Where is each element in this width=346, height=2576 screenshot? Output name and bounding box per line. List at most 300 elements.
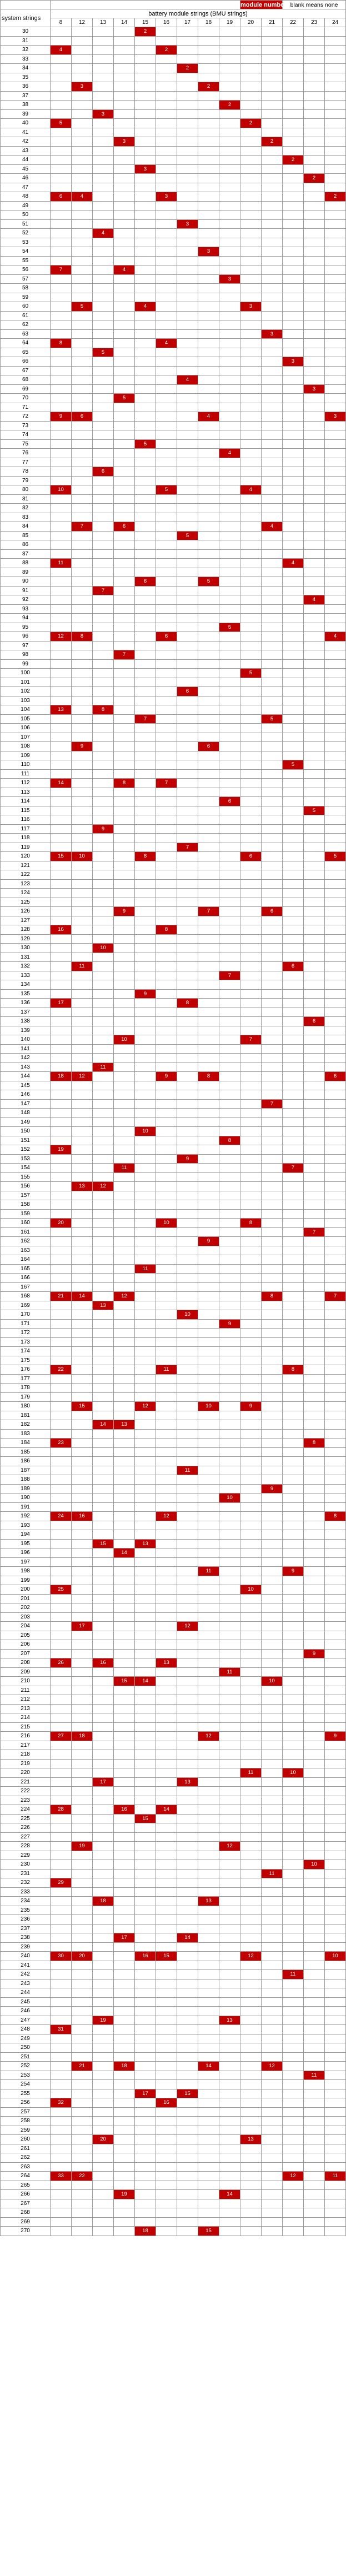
empty-cell — [156, 623, 177, 632]
empty-cell — [283, 907, 304, 916]
empty-cell — [72, 1805, 93, 1815]
empty-cell — [72, 1209, 93, 1219]
empty-cell — [156, 2153, 177, 2163]
table-row — [1, 2217, 346, 2227]
empty-cell — [198, 1677, 219, 1686]
empty-cell — [304, 2153, 325, 2163]
module-count-cell: 14 — [114, 1548, 135, 1558]
empty-cell — [240, 733, 262, 742]
empty-cell — [240, 1814, 262, 1823]
module-count-cell: 32 — [51, 2098, 72, 2108]
empty-cell — [114, 2126, 135, 2135]
empty-cell — [177, 1439, 198, 1448]
empty-cell — [156, 1603, 177, 1613]
empty-cell — [72, 2034, 93, 2043]
empty-cell — [219, 384, 240, 394]
empty-cell — [219, 64, 240, 73]
empty-cell — [325, 91, 346, 101]
empty-cell — [304, 1044, 325, 1054]
empty-cell — [156, 64, 177, 73]
system-string-value: 175 — [1, 1356, 51, 1365]
empty-cell — [72, 1612, 93, 1622]
module-count-cell: 15 — [177, 2089, 198, 2098]
empty-cell — [325, 769, 346, 779]
empty-cell — [283, 696, 304, 705]
empty-cell — [262, 2034, 283, 2043]
empty-cell — [283, 2034, 304, 2043]
empty-cell — [304, 696, 325, 705]
empty-cell — [177, 1842, 198, 1851]
empty-cell — [156, 760, 177, 770]
empty-cell — [135, 311, 156, 320]
system-string-value: 156 — [1, 1182, 51, 1191]
empty-cell — [262, 2080, 283, 2089]
empty-cell — [325, 504, 346, 513]
empty-cell — [240, 962, 262, 971]
empty-cell — [156, 1200, 177, 1210]
table-row — [1, 1227, 346, 1237]
module-count-cell: 33 — [51, 2172, 72, 2181]
module-count-cell: 2 — [283, 156, 304, 165]
empty-cell — [72, 2217, 93, 2227]
empty-cell — [304, 265, 325, 275]
empty-cell — [51, 2227, 72, 2236]
empty-cell — [93, 1915, 114, 1925]
empty-cell — [51, 980, 72, 990]
table-row — [1, 1557, 346, 1567]
table-row — [1, 1787, 346, 1796]
empty-cell — [325, 760, 346, 770]
empty-cell — [304, 73, 325, 82]
empty-cell — [283, 1603, 304, 1613]
empty-cell — [219, 1741, 240, 1750]
module-count-cell: 2 — [304, 174, 325, 183]
empty-cell — [304, 2080, 325, 2089]
empty-cell — [93, 614, 114, 623]
empty-cell — [135, 1035, 156, 1045]
empty-cell — [156, 971, 177, 980]
system-string-value: 89 — [1, 568, 51, 577]
empty-cell — [325, 1933, 346, 1943]
empty-cell — [304, 1622, 325, 1631]
empty-cell — [240, 2181, 262, 2190]
system-string-value: 157 — [1, 1191, 51, 1200]
empty-cell — [283, 394, 304, 403]
empty-cell — [51, 2126, 72, 2135]
empty-cell — [93, 504, 114, 513]
empty-cell — [114, 1741, 135, 1750]
empty-cell — [51, 714, 72, 724]
empty-cell — [114, 1439, 135, 1448]
empty-cell — [325, 1063, 346, 1072]
empty-cell — [198, 146, 219, 156]
empty-cell — [325, 1209, 346, 1219]
empty-cell — [198, 1429, 219, 1439]
empty-cell — [51, 934, 72, 944]
empty-cell — [198, 2117, 219, 2126]
empty-cell — [262, 724, 283, 733]
empty-cell — [177, 2034, 198, 2043]
empty-cell — [93, 247, 114, 257]
empty-cell — [93, 2062, 114, 2071]
empty-cell — [156, 1860, 177, 1870]
empty-cell — [114, 274, 135, 284]
empty-cell — [51, 1384, 72, 1393]
empty-cell — [262, 953, 283, 962]
module-count-cell: 2 — [325, 192, 346, 202]
empty-cell — [240, 1356, 262, 1365]
empty-cell — [198, 1329, 219, 1338]
empty-cell — [262, 73, 283, 82]
empty-cell — [135, 870, 156, 880]
empty-cell — [240, 1090, 262, 1100]
empty-cell — [177, 1530, 198, 1540]
module-count-cell: 12 — [93, 1182, 114, 1191]
empty-cell — [283, 1612, 304, 1622]
empty-cell — [156, 375, 177, 385]
table-row — [1, 82, 346, 92]
table-row — [1, 916, 346, 925]
empty-cell — [240, 916, 262, 925]
empty-cell — [93, 137, 114, 147]
empty-cell — [114, 1026, 135, 1035]
empty-cell — [93, 1044, 114, 1054]
empty-cell — [135, 504, 156, 513]
empty-cell — [177, 1447, 198, 1457]
empty-cell — [72, 64, 93, 73]
empty-cell — [114, 1594, 135, 1603]
empty-cell — [304, 1081, 325, 1090]
empty-cell — [114, 504, 135, 513]
empty-cell — [51, 1109, 72, 1118]
empty-cell — [114, 1997, 135, 2007]
empty-cell — [283, 724, 304, 733]
system-string-value: 98 — [1, 650, 51, 660]
empty-cell — [72, 1237, 93, 1246]
system-string-value: 117 — [1, 824, 51, 834]
empty-cell — [72, 1796, 93, 1805]
empty-cell — [135, 2107, 156, 2117]
empty-cell — [177, 302, 198, 312]
empty-cell — [93, 1172, 114, 1182]
empty-cell — [262, 1035, 283, 1045]
empty-cell — [156, 1191, 177, 1200]
empty-cell — [114, 559, 135, 568]
empty-cell — [72, 1832, 93, 1842]
empty-cell — [135, 265, 156, 275]
empty-cell — [325, 889, 346, 898]
empty-cell — [198, 1612, 219, 1622]
empty-cell — [262, 485, 283, 495]
empty-cell — [135, 788, 156, 797]
empty-cell — [198, 1997, 219, 2007]
empty-cell — [177, 2144, 198, 2153]
empty-cell — [304, 256, 325, 265]
table-row — [1, 2016, 346, 2025]
empty-cell — [114, 1640, 135, 1650]
empty-cell — [262, 2107, 283, 2117]
empty-cell — [177, 1887, 198, 1897]
empty-cell — [240, 1017, 262, 1026]
empty-cell — [304, 1942, 325, 1952]
empty-cell — [135, 1796, 156, 1805]
empty-cell — [93, 256, 114, 265]
empty-cell — [219, 146, 240, 156]
empty-cell — [262, 1667, 283, 1677]
module-count-cell: 10 — [93, 944, 114, 953]
empty-cell — [114, 1127, 135, 1136]
empty-cell — [114, 284, 135, 293]
empty-cell — [72, 843, 93, 852]
empty-cell — [72, 760, 93, 770]
empty-cell — [198, 861, 219, 870]
empty-cell — [262, 870, 283, 880]
empty-cell — [240, 2153, 262, 2163]
empty-cell — [177, 944, 198, 953]
empty-cell — [114, 1392, 135, 1402]
table-row — [1, 366, 346, 375]
empty-cell — [93, 999, 114, 1008]
table-row — [1, 1823, 346, 1833]
empty-cell — [198, 540, 219, 550]
table-row — [1, 146, 346, 156]
empty-cell — [219, 256, 240, 265]
empty-cell — [51, 522, 72, 532]
empty-cell — [240, 2172, 262, 2181]
system-string-value: 33 — [1, 54, 51, 64]
empty-cell — [304, 36, 325, 46]
empty-cell — [114, 2052, 135, 2062]
empty-cell — [177, 164, 198, 174]
empty-cell — [304, 843, 325, 852]
empty-cell — [93, 1292, 114, 1301]
empty-cell — [114, 1227, 135, 1237]
empty-cell — [93, 1026, 114, 1035]
empty-cell — [156, 421, 177, 430]
empty-cell — [177, 769, 198, 779]
empty-cell — [198, 1906, 219, 1915]
empty-cell — [325, 2016, 346, 2025]
empty-cell — [135, 384, 156, 394]
empty-cell — [114, 1237, 135, 1246]
empty-cell — [177, 284, 198, 293]
empty-cell — [93, 1924, 114, 1933]
table-row — [1, 1255, 346, 1265]
empty-cell — [219, 1567, 240, 1576]
empty-cell — [156, 201, 177, 211]
system-string-value: 263 — [1, 2162, 51, 2172]
empty-cell — [262, 1475, 283, 1485]
empty-cell — [283, 1246, 304, 1255]
empty-cell — [156, 91, 177, 101]
empty-cell — [114, 46, 135, 55]
empty-cell — [262, 504, 283, 513]
empty-cell — [198, 1988, 219, 1998]
empty-cell — [262, 1878, 283, 1888]
empty-cell — [156, 870, 177, 880]
empty-cell — [51, 1494, 72, 1503]
empty-cell — [283, 293, 304, 302]
empty-cell — [114, 1017, 135, 1026]
empty-cell — [262, 962, 283, 971]
empty-cell — [51, 1136, 72, 1145]
empty-cell — [135, 2135, 156, 2144]
empty-cell — [262, 1887, 283, 1897]
system-string-value: 244 — [1, 1988, 51, 1998]
empty-cell — [93, 779, 114, 788]
empty-cell — [135, 82, 156, 92]
empty-cell — [283, 669, 304, 678]
empty-cell — [283, 1384, 304, 1393]
empty-cell — [93, 751, 114, 760]
empty-cell — [177, 311, 198, 320]
module-count-cell: 12 — [156, 1512, 177, 1521]
empty-cell — [283, 137, 304, 147]
empty-cell — [240, 439, 262, 449]
empty-cell — [262, 934, 283, 944]
empty-cell — [240, 1117, 262, 1127]
system-string-value: 65 — [1, 348, 51, 357]
empty-cell — [93, 1072, 114, 1081]
empty-cell — [283, 1585, 304, 1595]
empty-cell — [114, 1081, 135, 1090]
empty-cell — [72, 934, 93, 944]
empty-cell — [262, 2199, 283, 2208]
empty-cell — [240, 2052, 262, 2062]
empty-cell — [135, 1777, 156, 1787]
empty-cell — [114, 852, 135, 861]
empty-cell — [240, 36, 262, 46]
empty-cell — [72, 1081, 93, 1090]
module-count-cell: 18 — [135, 2227, 156, 2236]
table-row — [1, 1117, 346, 1127]
empty-cell — [198, 1512, 219, 1521]
empty-cell — [51, 861, 72, 870]
empty-cell — [72, 1567, 93, 1576]
module-count-cell: 10 — [219, 1494, 240, 1503]
empty-cell — [304, 1219, 325, 1228]
empty-cell — [198, 1777, 219, 1787]
empty-cell — [72, 1759, 93, 1768]
table-row — [1, 1860, 346, 1870]
empty-cell — [304, 1117, 325, 1127]
empty-cell — [72, 1823, 93, 1833]
empty-cell — [72, 1200, 93, 1210]
empty-cell — [114, 219, 135, 229]
empty-cell — [198, 852, 219, 861]
empty-cell — [219, 2080, 240, 2089]
system-string-value: 99 — [1, 659, 51, 669]
empty-cell — [72, 1035, 93, 1045]
empty-cell — [135, 1722, 156, 1732]
empty-cell — [114, 1457, 135, 1466]
empty-cell — [177, 2227, 198, 2236]
empty-cell — [93, 73, 114, 82]
system-string-value: 87 — [1, 549, 51, 559]
empty-cell — [198, 1044, 219, 1054]
empty-cell — [135, 2153, 156, 2163]
empty-cell — [240, 1054, 262, 1063]
empty-cell — [93, 531, 114, 540]
empty-cell — [325, 219, 346, 229]
empty-cell — [283, 1887, 304, 1897]
table-row — [1, 1072, 346, 1081]
empty-cell — [177, 1117, 198, 1127]
empty-cell — [283, 1622, 304, 1631]
empty-cell — [114, 1337, 135, 1347]
empty-cell — [51, 128, 72, 137]
empty-cell — [51, 1337, 72, 1347]
empty-cell — [262, 476, 283, 485]
empty-cell — [283, 1695, 304, 1705]
empty-cell — [93, 1557, 114, 1567]
empty-cell — [72, 357, 93, 367]
empty-cell — [240, 320, 262, 330]
empty-cell — [135, 1209, 156, 1219]
empty-cell — [198, 586, 219, 595]
empty-cell — [114, 861, 135, 870]
empty-cell — [262, 458, 283, 467]
empty-cell — [219, 403, 240, 412]
empty-cell — [114, 2080, 135, 2089]
empty-cell — [51, 1851, 72, 1860]
empty-cell — [262, 1072, 283, 1081]
empty-cell — [304, 1172, 325, 1182]
empty-cell — [177, 1255, 198, 1265]
module-count-cell: 15 — [135, 1814, 156, 1823]
empty-cell — [198, 1878, 219, 1888]
empty-cell — [304, 540, 325, 550]
empty-cell — [304, 834, 325, 843]
module-count-cell: 17 — [72, 1622, 93, 1631]
empty-cell — [156, 1264, 177, 1274]
system-string-value: 267 — [1, 2199, 51, 2208]
empty-cell — [262, 568, 283, 577]
empty-cell — [93, 760, 114, 770]
empty-cell — [51, 659, 72, 669]
table-row — [1, 1457, 346, 1466]
system-string-value: 129 — [1, 934, 51, 944]
system-string-value: 182 — [1, 1420, 51, 1430]
empty-cell — [262, 467, 283, 477]
empty-cell — [240, 27, 262, 37]
empty-cell — [262, 1319, 283, 1329]
table-row — [1, 2062, 346, 2071]
empty-cell — [283, 1109, 304, 1118]
empty-cell — [219, 1631, 240, 1640]
empty-cell — [198, 211, 219, 220]
empty-cell — [135, 348, 156, 357]
empty-cell — [156, 1484, 177, 1494]
empty-cell — [325, 1814, 346, 1823]
empty-cell — [240, 879, 262, 889]
system-string-value: 261 — [1, 2144, 51, 2153]
empty-cell — [135, 1292, 156, 1301]
empty-cell — [156, 1686, 177, 1695]
empty-cell — [177, 1768, 198, 1778]
empty-cell — [114, 211, 135, 220]
empty-cell — [240, 164, 262, 174]
empty-cell — [93, 27, 114, 37]
empty-cell — [283, 1191, 304, 1200]
system-string-value: 38 — [1, 101, 51, 110]
empty-cell — [262, 339, 283, 348]
empty-cell — [156, 1502, 177, 1512]
empty-cell — [114, 1842, 135, 1851]
system-string-value: 151 — [1, 1136, 51, 1145]
empty-cell — [177, 1557, 198, 1567]
empty-cell — [156, 1924, 177, 1933]
